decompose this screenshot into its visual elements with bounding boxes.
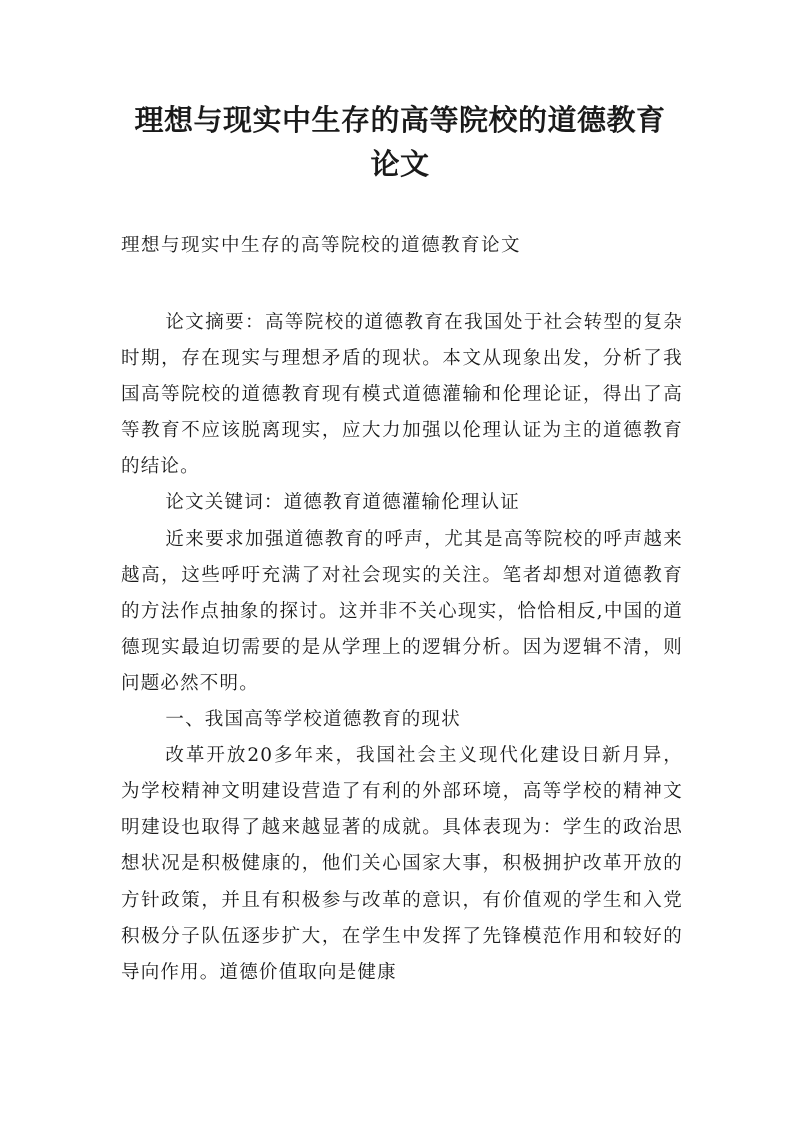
document-body [121, 305, 683, 991]
document-subtitle: 理想与现实中生存的高等院校的道德教育论文 [121, 235, 522, 256]
body-paragraph: 改革开放20多年来，我国社会主义现代化建设日新月异，为学校精神文明建设营造了有利的外部环境，高等学校的精神文明建设也取得了越来越显著的成就。具体表现为：学生的政治思想状况是积极健康的，他们关心国家大事，积极拥护改革开放的方针政策，并且有积极参与改革的意识，有价值观的学生和入党积极分子队伍逐步扩大，在学生中发挥了先锋模范作用和较好的导向作用。道德价值取向是健康 [121, 745, 683, 983]
abstract-paragraph: 论文摘要：高等院校的道德教育在我国处于社会转型的复杂时期，存在现实与理想矛盾的现状。本文从现象出发，分析了我国高等院校的道德教育现有模式道德灌输和伦理论证，得出了高等教育不应该脱离现实，应大力加强以伦理认证为主的道德教育的结论。 [121, 312, 683, 478]
document-title: 理想与现实中生存的高等院校的道德教育 [134, 103, 666, 137]
section-heading: 一、我国高等学校道德教育的现状 [165, 709, 461, 731]
keywords-paragraph: 论文关键词：道德教育道德灌输伦理认证 [165, 492, 520, 514]
intro-paragraph: 近来要求加强道德教育的呼声，尤其是高等院校的呼声越来越高，这些呼吁充满了对社会现实的关注。笔者却想对道德教育的方法作点抽象的探讨。这并非不关心现实，恰恰相反,中国的道德现实最迫切需要的是从学理上的逻辑分析。因为逻辑不清，则问题必然不明。 [121, 528, 683, 694]
document-title-continued: 论文 [370, 147, 430, 181]
